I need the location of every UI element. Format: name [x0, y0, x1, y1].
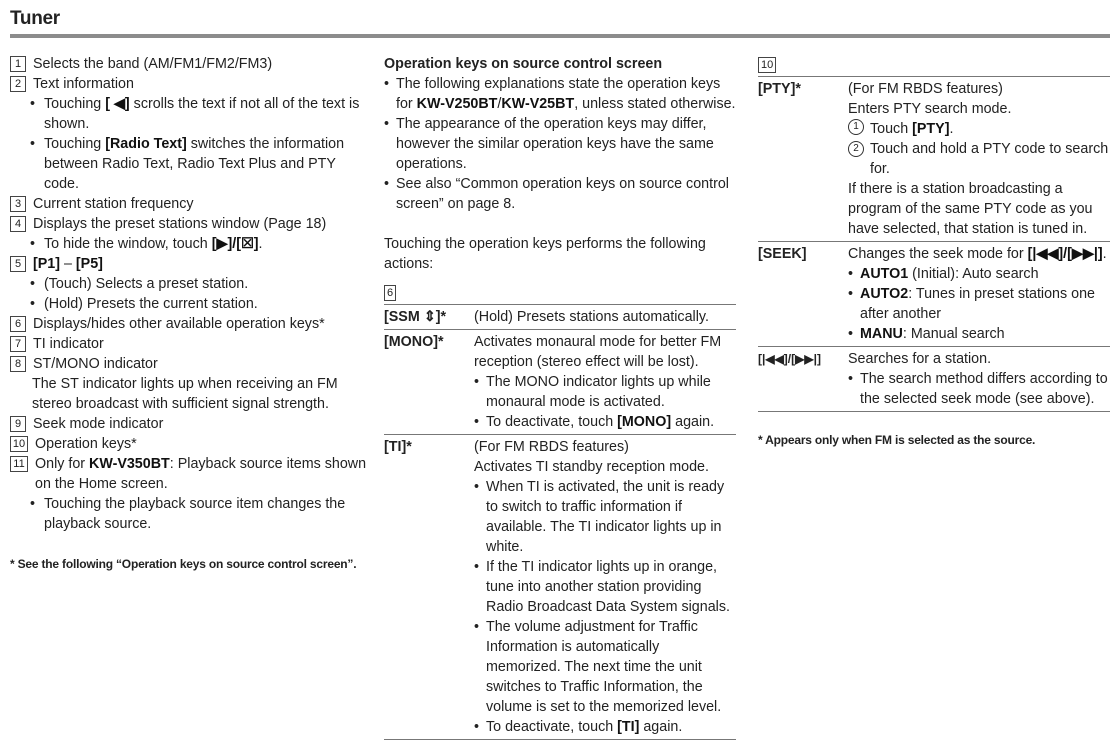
bullet: • See also “Common operation keys on source control screen” on page 8.	[384, 176, 729, 212]
footnote: * Appears only when FM is selected as the source.	[758, 433, 1036, 447]
callout-number: 6	[384, 285, 396, 301]
list-item: 10 Operation keys*	[10, 434, 370, 454]
table-row: [|◀◀]/[▶▶|] Searches for a station. • The search method differs according to the selected seek mode (see above).	[758, 347, 1110, 412]
bullet: • The following explanations state the operation keys for KW-V250BT/KW-V25BT, unless stated otherwise.	[384, 76, 736, 112]
callout-list	[10, 54, 370, 574]
table-row: [PTY]* (For FM RBDS features) Enters PTY search mode. 1 Touch [PTY]. 2 Touch and hold a PTY code to search for. If there is a station broadcasting a program of the same PTY code as you have selected, that station is tuned in.	[758, 77, 1110, 242]
section-heading: Operation keys on source control screen	[384, 56, 663, 72]
list-item: 9 Seek mode indicator	[10, 414, 370, 434]
table-row: [MONO]* Activates monaural mode for better FM reception (stereo effect will be lost). • The MONO indicator lights up while monaural mode is activated. • To deactivate, touch [MONO] again.	[384, 330, 736, 435]
footnote: * See the following “Operation keys on source control screen”.	[10, 557, 357, 571]
bullet: • (Touch) Selects a preset station.	[30, 276, 249, 292]
table-row: [SEEK] Changes the seek mode for [|◀◀]/[▶▶|]. • AUTO1 (Initial): Auto search • AUTO2: Tunes in preset stations one after another • MANU: Manual search	[758, 242, 1110, 347]
bullet: • The appearance of the operation keys may differ, however the similar operation keys have the same operations.	[384, 116, 714, 172]
table-row: [SSM ⇕]* (Hold) Presets stations automatically.	[384, 305, 736, 330]
list-item: 7 TI indicator	[10, 334, 370, 354]
list-item: 5 [P1] – [P5]	[10, 254, 370, 274]
list-item: 8 ST/MONO indicator	[10, 354, 370, 374]
key-table	[384, 304, 736, 740]
bullet: • Touching [ ◀] scrolls the text if not all of the text is shown.	[30, 96, 360, 132]
operation-keys-section	[384, 54, 736, 740]
bullet: • Touching [Radio Text] switches the information between Radio Text, Radio Text Plus and PTY code.	[30, 136, 345, 192]
callout-number: 10	[758, 57, 776, 73]
bullet: • Touching the playback source item changes the playback source.	[30, 496, 346, 532]
list-item: 3 Current station frequency	[10, 194, 370, 214]
key-table	[758, 76, 1110, 412]
list-item: 11 Only for KW-V350BT: Playback source items shown on the Home screen.	[10, 454, 370, 494]
list-item: 1 Selects the band (AM/FM1/FM2/FM3)	[10, 54, 370, 74]
table-row: [TI]* (For FM RBDS features) Activates TI standby reception mode. • When TI is activated, the unit is ready to switch to traffic information if available. The TI indicator lights up in white. • If the TI indicator lights up in orange, tune into another station providing Radio Broadcast Data System signals. • The volume adjustment for Traffic Information is automatically memorized. The next time the unit switches to Traffic Information, the volume is set to the memorized level. • To deactivate, touch [TI] again.	[384, 435, 736, 740]
operation-keys-section-2	[758, 54, 1110, 450]
intro-text: Touching the operation keys performs the following actions:	[384, 236, 706, 272]
list-item: 6 Displays/hides other available operation keys*	[10, 314, 370, 334]
page-title: Tuner	[10, 8, 60, 29]
list-item: 4 Displays the preset stations window (Page 18)	[10, 214, 370, 234]
title-rule	[10, 34, 1110, 38]
bullet: • To hide the window, touch [▶]/[☒].	[30, 236, 263, 252]
paragraph: The ST indicator lights up when receiving an FM stereo broadcast with sufficient signal strength.	[32, 376, 338, 412]
list-item: 2 Text information	[10, 74, 370, 94]
bullet: • (Hold) Presets the current station.	[30, 296, 258, 312]
